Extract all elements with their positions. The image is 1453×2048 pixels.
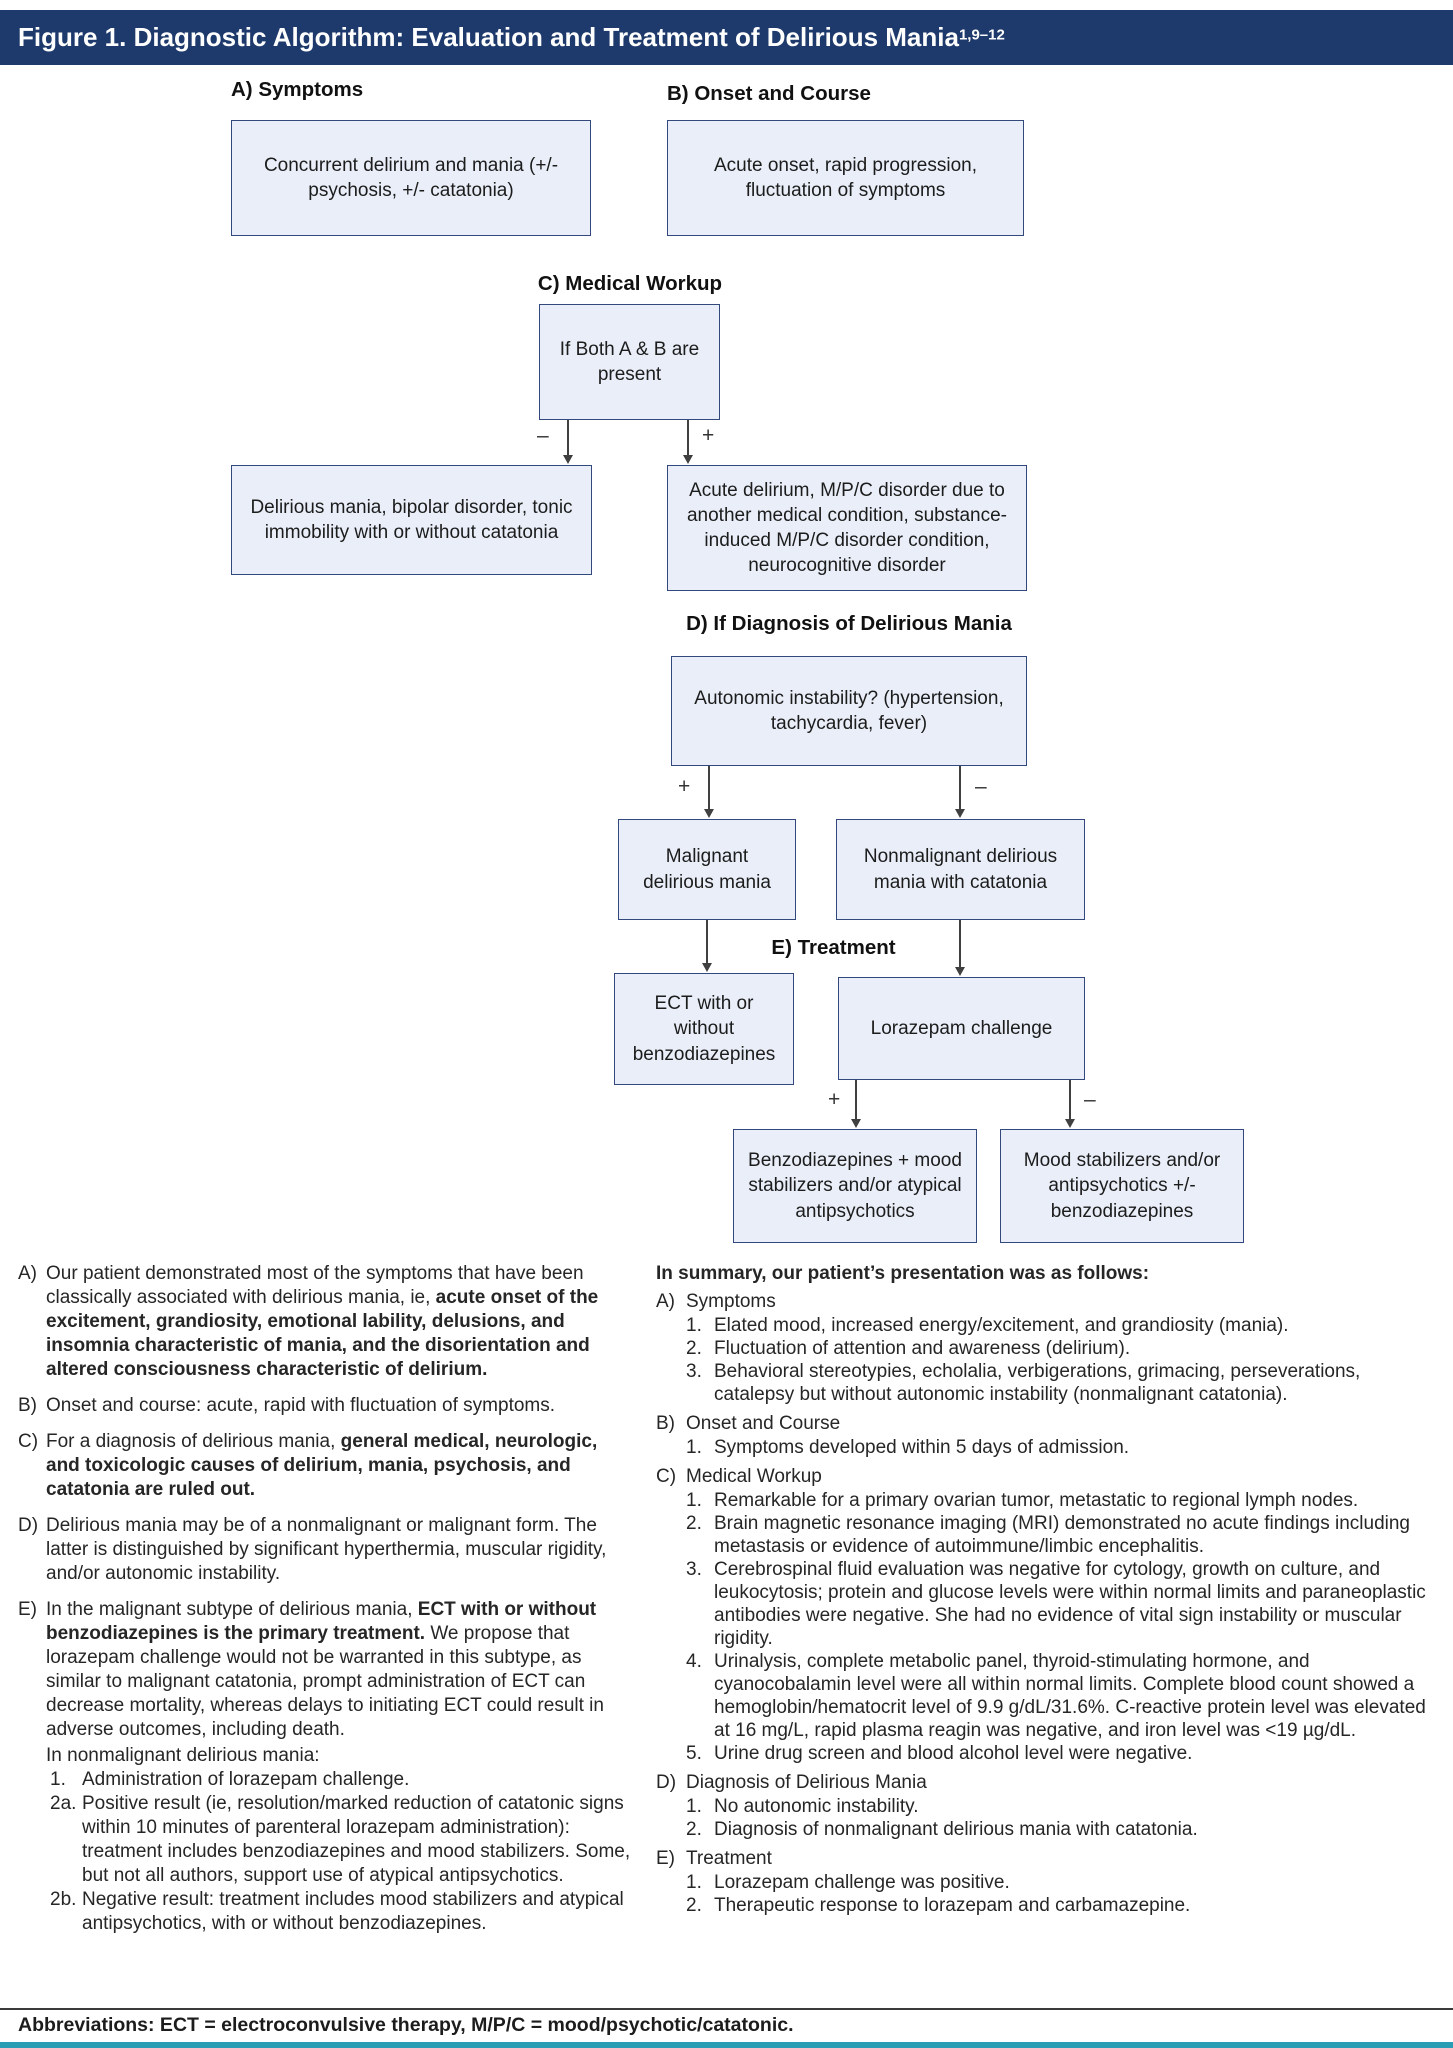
summary-item: 1. Lorazepam challenge was positive. bbox=[686, 1872, 1010, 1893]
summary-item: 1. Remarkable for a primary ovarian tumor, metastatic to regional lymph nodes. bbox=[686, 1490, 1359, 1511]
summary-item: 2. Brain magnetic resonance imaging (MRI) demonstrated no acute findings including metastasis or evidence of autoimmune/limbic encephalitis. bbox=[686, 1513, 1410, 1557]
box-mood-stabilizers-antipsychotics: Mood stabilizers and/or antipsychotics +/- benzodiazepines bbox=[1000, 1129, 1244, 1243]
summary-item: 1. Elated mood, increased energy/excitement, and grandiosity (mania). bbox=[686, 1315, 1289, 1336]
summary-item: 3. Behavioral stereotypies, echolalia, verbigerations, grimacing, perseverations, catalepsy but without autonomic instability (nonmalignant catatonia). bbox=[686, 1361, 1361, 1405]
section-label-c: C) Medical Workup bbox=[537, 272, 723, 295]
minus-label: – bbox=[975, 775, 987, 798]
figure-title: Figure 1. Diagnostic Algorithm: Evaluation and Treatment of Delirious Mania bbox=[18, 22, 959, 52]
figure-notes bbox=[18, 1262, 1442, 1948]
box-nonmalignant-delirious-mania: Nonmalignant delirious mania with catatonia bbox=[836, 819, 1085, 920]
arrow-autonomic-negative bbox=[959, 766, 961, 811]
summary-section-diagnosis: D) Diagnosis of Delirious Mania 1. No autonomic instability. 2. Diagnosis of nonmalignant delirious mania with catatonia. bbox=[656, 1771, 1438, 1841]
box-if-both-a-b: If Both A & B are present bbox=[539, 304, 720, 420]
notes-right-column bbox=[656, 1262, 1438, 1948]
plus-label: + bbox=[828, 1088, 841, 1111]
summary-item: 2. Fluctuation of attention and awareness (delirium). bbox=[686, 1338, 1131, 1359]
arrow-lorazepam-negative bbox=[1069, 1080, 1071, 1121]
arrow-if-ab-positive bbox=[687, 420, 689, 457]
summary-item: 2. Therapeutic response to lorazepam and carbamazepine. bbox=[686, 1895, 1191, 1916]
arrow-if-ab-negative bbox=[567, 420, 569, 457]
box-autonomic-instability: Autonomic instability? (hypertension, tachycardia, fever) bbox=[671, 656, 1027, 766]
note-e-subitem-2b: 2b. Negative result: treatment includes mood stabilizers and atypical antipsychotics, with or without benzodiazepines. bbox=[50, 1889, 624, 1934]
arrow-nonmalignant-to-lorazepam bbox=[959, 920, 961, 969]
note-a: A) Our patient demonstrated most of the symptoms that have been classically associated with delirious mania, ie, acute onset of the excitement, grandiosity, emotional lability, delusions, and insomnia characteristic of mania, and the disorientation and altered consciousness characteristic of delirium. bbox=[18, 1263, 599, 1380]
note-e-subitem-2a: 2a. Positive result (ie, resolution/marked reduction of catatonic signs within 10 minutes of parenteral lorazepam administration): treatment includes benzodiazepines and mood stabilizers. Some, but not all authors, support use of atypical antipsychotics. bbox=[50, 1793, 631, 1886]
box-acute-delirium-mpc: Acute delirium, M/P/C disorder due to another medical condition, substance-induced M/P/C disorder condition, neurocognitive disorder bbox=[667, 465, 1027, 591]
summary-section-onset: B) Onset and Course 1. Symptoms developed within 5 days of admission. bbox=[656, 1412, 1438, 1459]
note-e: E) In the malignant subtype of delirious mania, ECT with or without benzodiazepines is the primary treatment. We propose that lorazepam challenge would not be warranted in this subtype, as similar to malignant catatonia, prompt administration of ECT can decrease mortality, whereas delays to initiating ECT could result in adverse outcomes, including death. In nonmalignant delirious mania: 1. Administration of lorazepam challenge. 2a. Positive result (ie, resolution/marked reduction of catatonic signs within 10 minutes of parenteral lorazepam administration): treatment includes benzodiazepines and mood stabilizers. Some, but not all authors, support use of atypical antipsychotics. 2b. Negative result: treatment includes mood stabilizers and atypical antipsychotics, with or without benzodiazepines. bbox=[18, 1598, 636, 1936]
summary-item: 5. Urine drug screen and blood alcohol level were negative. bbox=[686, 1743, 1193, 1764]
note-c: C) For a diagnosis of delirious mania, general medical, neurologic, and toxicologic causes of delirium, mania, psychosis, and catatonia are ruled out. bbox=[18, 1431, 598, 1500]
section-label-e: E) Treatment bbox=[771, 936, 896, 959]
summary-item: 3. Cerebrospinal fluid evaluation was negative for cytology, growth on culture, and leukocytosis; protein and glucose levels were within normal limits and paraneoplastic antibodies were negative. She had no evidence of vital sign instability or muscular rigidity. bbox=[686, 1559, 1426, 1649]
section-label-a: A) Symptoms bbox=[231, 78, 364, 101]
box-benzodiazepines-mood-stabilizers: Benzodiazepines + mood stabilizers and/or atypical antipsychotics bbox=[733, 1129, 977, 1243]
summary-section-workup: C) Medical Workup 1. Remarkable for a primary ovarian tumor, metastatic to regional lymph nodes. 2. Brain magnetic resonance imaging (MRI) demonstrated no acute findings including metastasis or evidence of autoimmune/limbic encephalitis. 3. Cerebrospinal fluid evaluation was negative for cytology, growth on culture, and leukocytosis; protein and glucose levels were within normal limits and paraneoplastic antibodies were negative. She had no evidence of vital sign instability or muscular rigidity. 4. Urinalysis, complete metabolic panel, thyroid-stimulating hormone, and cyanocobalamin level were all within normal limits. Complete blood count showed a hemoglobin/hematocrit level of 9.9 g/dL/31.6%. C-reactive protein level was elevated at 16 mg/L, rapid plasma reagin was negative, and iron level was <19 µg/dL. 5. Urine drug screen and blood alcohol level were negative. bbox=[656, 1465, 1438, 1765]
minus-label: – bbox=[537, 424, 549, 447]
box-delirious-mania-bipolar: Delirious mania, bipolar disorder, tonic immobility with or without catatonia bbox=[231, 465, 592, 575]
note-d: D) Delirious mania may be of a nonmalignant or malignant form. The latter is distinguished by significant hyperthermia, muscular rigidity, and/or autonomic instability. bbox=[18, 1515, 607, 1584]
summary-item: 1. Symptoms developed within 5 days of admission. bbox=[686, 1437, 1130, 1458]
box-malignant-delirious-mania: Malignant delirious mania bbox=[618, 819, 796, 920]
summary-section-treatment: E) Treatment 1. Lorazepam challenge was positive. 2. Therapeutic response to lorazepam and carbamazepine. bbox=[656, 1847, 1438, 1917]
note-e-text: In the malignant subtype of delirious mania, ECT with or without benzodiazepines is the primary treatment. We propose that lorazepam challenge would not be warranted in this subtype, as similar to malignant catatonia, prompt administration of ECT can decrease mortality, whereas delays to initiating ECT could result in adverse outcomes, including death. bbox=[46, 1599, 604, 1740]
box-acute-onset: Acute onset, rapid progression, fluctuation of symptoms bbox=[667, 120, 1024, 236]
summary-section-symptoms: A) Symptoms 1. Elated mood, increased energy/excitement, and grandiosity (mania). 2. Fluctuation of attention and awareness (delirium). 3. Behavioral stereotypies, echolalia, verbigerations, grimacing, perseverations, catalepsy but without autonomic instability (nonmalignant catatonia). bbox=[656, 1290, 1438, 1406]
section-label-d: D) If Diagnosis of Delirious Mania bbox=[686, 612, 1012, 635]
plus-label: + bbox=[702, 424, 715, 447]
summary-heading: In summary, our patient’s presentation was as follows: bbox=[656, 1263, 1150, 1284]
notes-left-column bbox=[18, 1262, 636, 1948]
box-lorazepam-challenge: Lorazepam challenge bbox=[838, 977, 1085, 1080]
abbreviations-note: Abbreviations: ECT = electroconvulsive therapy, M/P/C = mood/psychotic/catatonic. bbox=[18, 2014, 794, 2036]
plus-label: + bbox=[678, 775, 691, 798]
footer-divider-line bbox=[0, 2008, 1453, 2010]
figure-title-bar bbox=[0, 10, 1453, 65]
summary-item: 2. Diagnosis of nonmalignant delirious mania with catatonia. bbox=[686, 1819, 1198, 1840]
note-e-subintro: In nonmalignant delirious mania: bbox=[46, 1745, 320, 1766]
arrow-malignant-to-ect bbox=[706, 920, 708, 965]
summary-item: 1. No autonomic instability. bbox=[686, 1796, 919, 1817]
bottom-accent-rule bbox=[0, 2042, 1453, 2048]
summary-item: 4. Urinalysis, complete metabolic panel, thyroid-stimulating hormone, and cyanocobalamin level were all within normal limits. Complete blood count showed a hemoglobin/hematocrit level of 9.9 g/dL/31.6%. C-reactive protein level was elevated at 16 mg/L, rapid plasma reagin was negative, and iron level was <19 µg/dL. bbox=[686, 1651, 1426, 1741]
reference-superscript: 1,9–12 bbox=[958, 26, 1005, 44]
arrow-autonomic-positive bbox=[708, 766, 710, 811]
box-concurrent-delirium-mania: Concurrent delirium and mania (+/- psychosis, +/- catatonia) bbox=[231, 120, 591, 236]
section-label-b: B) Onset and Course bbox=[667, 82, 871, 105]
minus-label: – bbox=[1084, 1088, 1096, 1111]
box-ect: ECT with or without benzodiazepines bbox=[614, 973, 794, 1085]
note-b: B) Onset and course: acute, rapid with fluctuation of symptoms. bbox=[18, 1395, 556, 1416]
note-e-subitem-1: 1. Administration of lorazepam challenge. bbox=[50, 1769, 410, 1790]
arrow-lorazepam-positive bbox=[855, 1080, 857, 1121]
